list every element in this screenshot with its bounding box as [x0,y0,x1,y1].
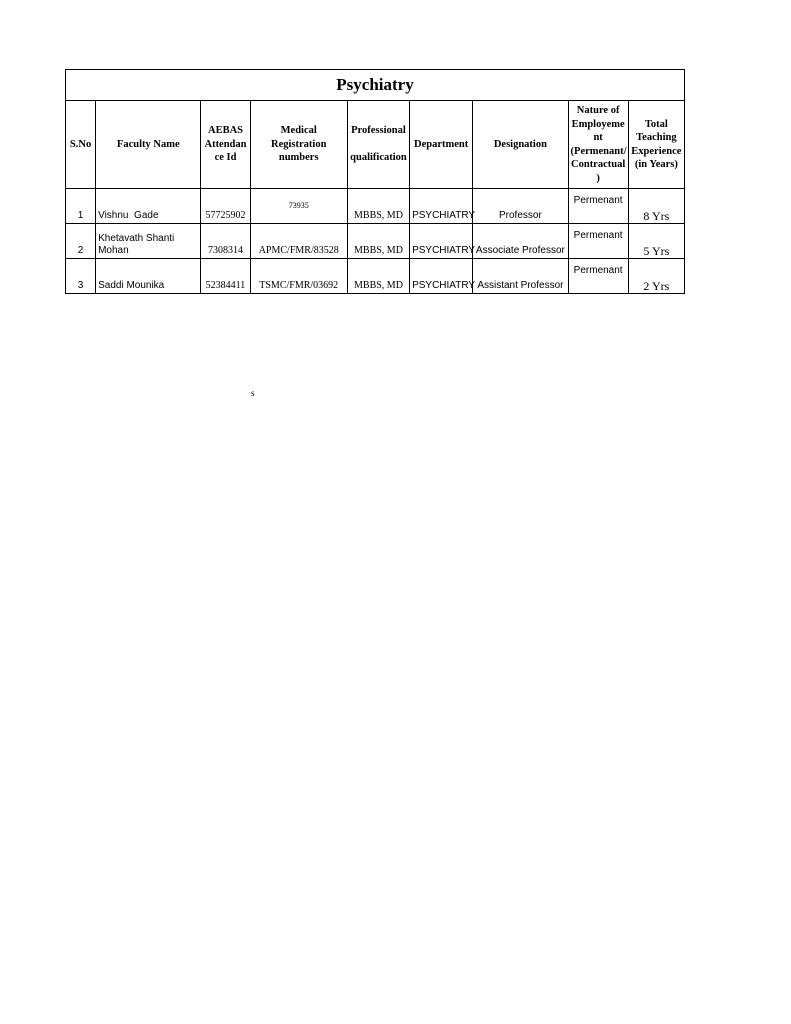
cell-qualification: MBBS, MD [347,189,409,224]
cell-nature-of-employment: Permenant [568,259,628,294]
header-medical-registration: Medical Registration numbers [250,101,347,189]
cell-designation: Professor [473,189,568,224]
cell-experience: 2 Yrs [628,259,684,294]
cell-designation: Assistant Professor [473,259,568,294]
cell-faculty-name: Vishnu Gade [96,189,201,224]
cell-registration-number: APMC/FMR/83528 [250,224,347,259]
header-sno: S.No [66,101,96,189]
cell-aebas-id: 52384411 [201,259,250,294]
cell-experience: 5 Yrs [628,224,684,259]
cell-aebas-id: 7308314 [201,224,250,259]
header-professional-qualification: Professional qualification [347,101,409,189]
cell-registration-number: TSMC/FMR/03692 [250,259,347,294]
cell-faculty-name: Khetavath Shanti Mohan [96,224,201,259]
cell-designation: Associate Professor [473,224,568,259]
cell-experience: 8 Yrs [628,189,684,224]
cell-department: PSYCHIATRY [410,259,473,294]
table-row [66,189,685,224]
cell-qualification: MBBS, MD [347,224,409,259]
table-title: Psychiatry [66,70,685,101]
cell-department: PSYCHIATRY [410,224,473,259]
cell-aebas-id: 57725902 [201,189,250,224]
faculty-table [65,69,685,294]
cell-registration-number: 73935 [250,189,347,224]
header-department: Department [410,101,473,189]
cell-nature-of-employment: Permenant [568,189,628,224]
table-row [66,259,685,294]
header-aebas: AEBAS Attendan ce Id [201,101,250,189]
header-row [66,101,685,189]
header-nature-of-employment: Nature of Employeme nt (Permenant/ Contractual ) [568,101,628,189]
cell-faculty-name: Saddi Mounika [96,259,201,294]
cell-department: PSYCHIATRY [410,189,473,224]
cell-qualification: MBBS, MD [347,259,409,294]
header-faculty-name: Faculty Name [96,101,201,189]
header-designation: Designation [473,101,568,189]
cell-nature-of-employment: Permenant [568,224,628,259]
stray-mark: s [251,388,255,398]
table-row [66,224,685,259]
cell-sno: 2 [66,224,96,259]
cell-sno: 3 [66,259,96,294]
header-teaching-experience: Total Teaching Experience (in Years) [628,101,684,189]
cell-sno: 1 [66,189,96,224]
